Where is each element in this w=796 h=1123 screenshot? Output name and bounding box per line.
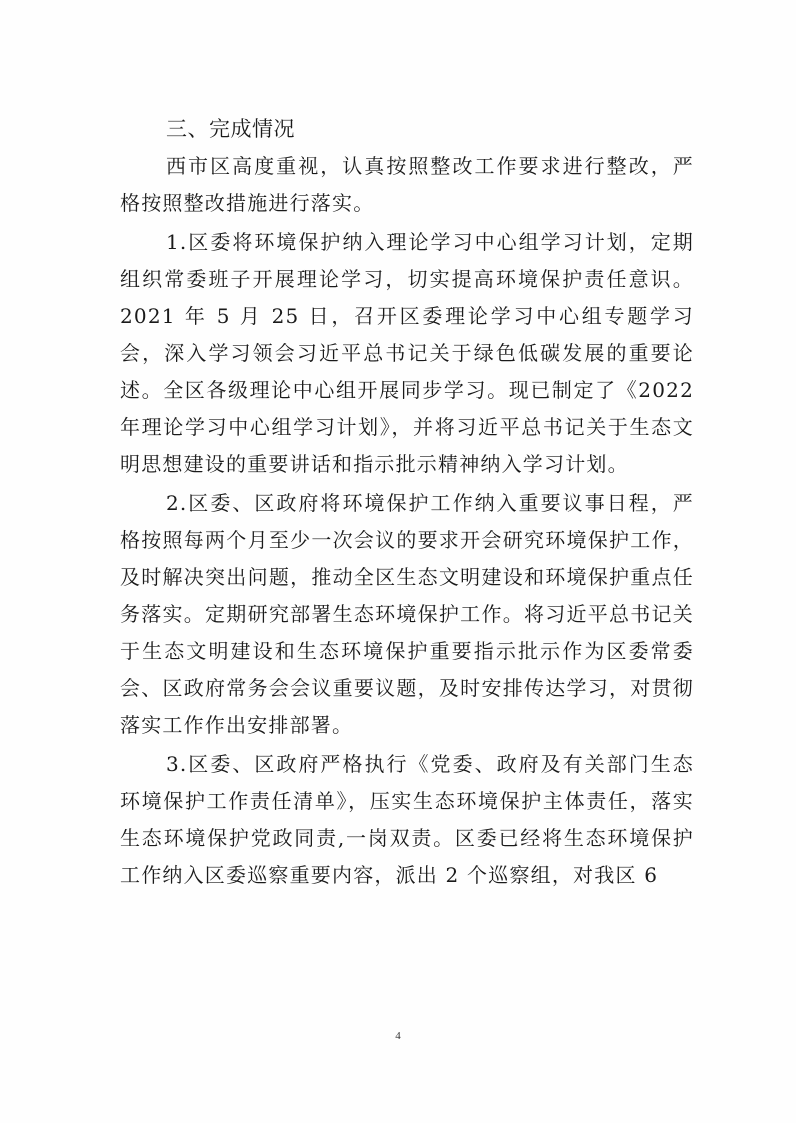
page-number: 4 — [395, 1030, 401, 1042]
paragraph-item-2: 2.区委、区政府将环境保护工作纳入重要议事日程，严格按照每两个月至少一次会议的要求开会研究环境保护工作，及时解决突出问题，推动全区生态文明建设和环境保护重点任务落实。定期研究部署生态环境保护工作。将习近平总书记关于生态文明建设和生态环境保护重要指示批示作为区委常委会、区政府常务会会议重要议题，及时安排传达学习，对贯彻落实工作作出安排部署。 — [120, 491, 694, 737]
document-body — [120, 110, 694, 894]
section-heading: 三、完成情况 — [166, 117, 295, 141]
paragraph-item-3: 3.区委、区政府严格执行《党委、政府及有关部门生态环境保护工作责任清单》，压实生态环境保护主体责任，落实生态环境保护党政同责,一岗双责。区委已经将生态环境保护工作纳入区委巡察重要内容，派出 2 个巡察组，对我区 6 — [120, 752, 694, 887]
paragraph-intro: 西市区高度重视，认真按照整改工作要求进行整改，严格按照整改措施进行落实。 — [120, 154, 694, 215]
paragraph-item-1: 1.区委将环境保护纳入理论学习中心组学习计划，定期组织常委班子开展理论学习，切实提高环境保护责任意识。2021 年 5 月 25 日，召开区委理论学习中心组专题学习会，深入学习领会习近平总书记关于绿色低碳发展的重要论述。全区各级理论中心组开展同步学习。现已制定了《2022 年理论学习中心组学习计划》，并将习近平总书记关于生态文明思想建设的重要讲话和指示批示精神纳入学习计划。 — [120, 230, 694, 476]
